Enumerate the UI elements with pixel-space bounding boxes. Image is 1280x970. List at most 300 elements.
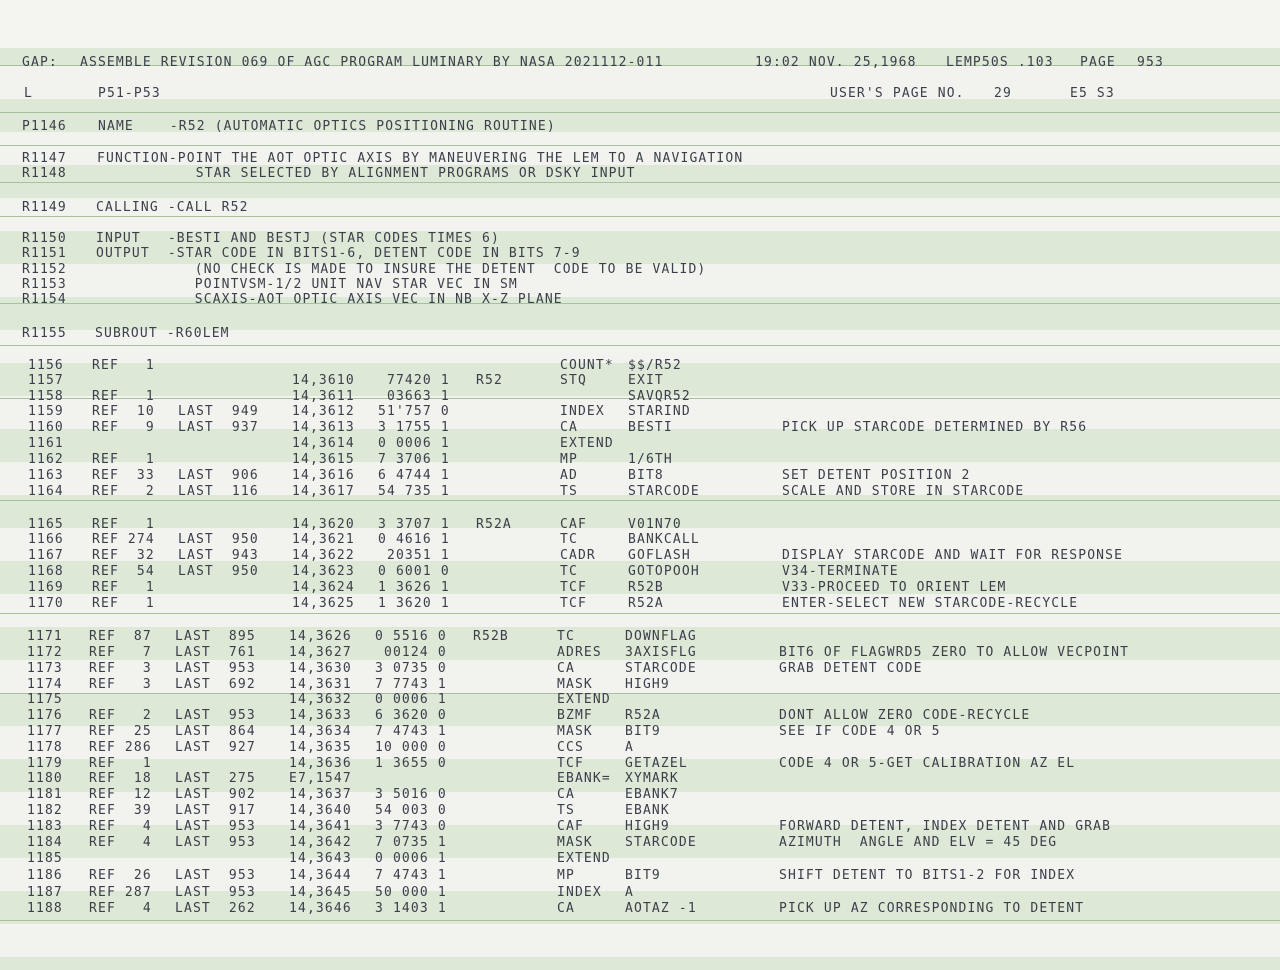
opcode: INDEX: [560, 404, 605, 419]
listing-row: [0, 468, 1280, 484]
octal-word: 0 0006 1: [378, 436, 450, 451]
operand: BIT8: [628, 468, 664, 483]
paper-rule-line: [0, 145, 1280, 146]
line-number: 1169: [28, 580, 64, 595]
comment-text: OUTPUT -STAR CODE IN BITS1-6, DETENT CODE IN BITS 7-9: [96, 246, 581, 261]
remark: AZIMUTH ANGLE AND ELV = 45 DEG: [779, 835, 1058, 850]
comment-line: [0, 292, 1280, 308]
operand: $$/R52: [628, 358, 682, 373]
ref-count: REF 1: [92, 358, 155, 373]
ref-count: REF 3: [89, 661, 152, 676]
opcode: STQ: [560, 373, 587, 388]
line-number: 1186: [27, 868, 63, 883]
line-number: 1157: [28, 373, 64, 388]
octal-word: 50 000 1: [375, 885, 447, 900]
opcode: TCF: [560, 596, 587, 611]
listing-row: [0, 645, 1280, 661]
address: 14,3635: [289, 740, 352, 755]
paper-rule-line: [0, 182, 1280, 183]
line-number: 1167: [28, 548, 64, 563]
line-number: 1177: [27, 724, 63, 739]
header-line-1: [0, 55, 1280, 71]
last-ref: LAST 116: [178, 484, 259, 499]
octal-word: 20351 1: [378, 548, 450, 563]
listing-row: [0, 629, 1280, 645]
address: 14,3644: [289, 868, 352, 883]
operand: GOTOPOOH: [628, 564, 700, 579]
operand: STARIND: [628, 404, 691, 419]
listing-row: [0, 851, 1280, 867]
ref-count: REF 1: [92, 517, 155, 532]
listing-row: [0, 373, 1280, 389]
address: E7,1547: [289, 771, 352, 786]
line-number: 1184: [27, 835, 63, 850]
octal-word: 51'757 0: [378, 404, 450, 419]
ref-count: REF 87: [89, 629, 152, 644]
remark: BIT6 OF FLAGWRD5 ZERO TO ALLOW VECPOINT: [779, 645, 1130, 660]
address: 14,3645: [289, 885, 352, 900]
octal-word: 0 6001 0: [378, 564, 450, 579]
line-number: 1179: [27, 756, 63, 771]
listing-row: [0, 661, 1280, 677]
paper-rule-line: [0, 345, 1280, 346]
ref-count: REF 25: [89, 724, 152, 739]
last-ref: LAST 953: [175, 661, 256, 676]
operand: R52B: [628, 580, 664, 595]
opcode: MASK: [557, 724, 593, 739]
address: 14,3632: [289, 692, 352, 707]
remark: PICK UP AZ CORRESPONDING TO DETENT: [779, 901, 1085, 916]
operand: R52A: [628, 596, 664, 611]
opcode: COUNT*: [560, 358, 614, 373]
last-ref: LAST 953: [175, 835, 256, 850]
comment-text: (NO CHECK IS MADE TO INSURE THE DETENT CODE TO BE VALID): [96, 262, 707, 277]
opcode: EBANK=: [557, 771, 611, 786]
opcode: CAF: [560, 517, 587, 532]
octal-word: 0 0006 1: [375, 692, 447, 707]
users-page-number: 29: [994, 86, 1012, 101]
timestamp: 19:02 NOV. 25,1968: [755, 55, 917, 70]
last-ref: LAST 937: [178, 420, 259, 435]
line-tag: R1154: [22, 292, 67, 307]
comment-text: FUNCTION-POINT THE AOT OPTIC AXIS BY MANEUVERING THE LEM TO A NAVIGATION: [97, 151, 744, 166]
ref-count: REF 1: [92, 596, 155, 611]
octal-word: 3 0735 0: [375, 661, 447, 676]
opcode: AD: [560, 468, 578, 483]
operand: R52A: [625, 708, 661, 723]
operand: BESTI: [628, 420, 673, 435]
remark: V33-PROCEED TO ORIENT LEM: [782, 580, 1007, 595]
comment-line: [0, 200, 1280, 216]
opcode: TC: [560, 532, 578, 547]
line-tag: R1152: [22, 262, 67, 277]
last-ref: LAST 761: [175, 645, 256, 660]
address: 14,3620: [292, 517, 355, 532]
address: 14,3641: [289, 819, 352, 834]
octal-word: 1 3626 1: [378, 580, 450, 595]
l-marker: L: [24, 86, 33, 101]
ref-count: REF 1: [92, 452, 155, 467]
operand: HIGH9: [625, 819, 670, 834]
opcode: TS: [557, 803, 575, 818]
octal-word: 7 7743 1: [375, 677, 447, 692]
listing-row: [0, 756, 1280, 772]
octal-word: 3 5016 0: [375, 787, 447, 802]
line-number: 1174: [27, 677, 63, 692]
remark: ENTER-SELECT NEW STARCODE-RECYCLE: [782, 596, 1079, 611]
operand: XYMARK: [625, 771, 679, 786]
listing-row: [0, 885, 1280, 901]
remark: SEE IF CODE 4 OR 5: [779, 724, 941, 739]
remark: GRAB DETENT CODE: [779, 661, 923, 676]
listing-row: [0, 452, 1280, 468]
octal-word: 03663 1: [378, 389, 450, 404]
comment-line: [0, 151, 1280, 167]
listing-row: [0, 420, 1280, 436]
octal-word: 00124 0: [375, 645, 447, 660]
line-number: 1187: [27, 885, 63, 900]
opcode: BZMF: [557, 708, 593, 723]
opcode: TC: [560, 564, 578, 579]
ref-count: REF 4: [89, 901, 152, 916]
remark: CODE 4 OR 5-GET CALIBRATION AZ EL: [779, 756, 1076, 771]
comment-text: STAR SELECTED BY ALIGNMENT PROGRAMS OR DSKY INPUT: [97, 166, 636, 181]
operand: AOTAZ -1: [625, 901, 697, 916]
ref-count: REF 54: [92, 564, 155, 579]
remark: SET DETENT POSITION 2: [782, 468, 971, 483]
paper-rule-line: [0, 920, 1280, 921]
listing-row: [0, 389, 1280, 405]
listing-row: [0, 548, 1280, 564]
operand: BANKCALL: [628, 532, 700, 547]
octal-word: 10 000 0: [375, 740, 447, 755]
line-number: 1171: [27, 629, 63, 644]
line-number: 1168: [28, 564, 64, 579]
octal-word: 7 4743 1: [375, 724, 447, 739]
address: 14,3631: [289, 677, 352, 692]
operand: 3AXISFLG: [625, 645, 697, 660]
comment-line: [0, 119, 1280, 135]
listing-row: [0, 677, 1280, 693]
ref-count: REF 1: [92, 389, 155, 404]
page-number: 953: [1137, 55, 1164, 70]
ref-count: REF 33: [92, 468, 155, 483]
address: 14,3642: [289, 835, 352, 850]
last-ref: LAST 902: [175, 787, 256, 802]
operand: GETAZEL: [625, 756, 688, 771]
operand: HIGH9: [625, 677, 670, 692]
assemble-text: ASSEMBLE REVISION 069 OF AGC PROGRAM LUMINARY BY NASA 2021112-011: [80, 55, 664, 70]
line-number: 1180: [27, 771, 63, 786]
octal-word: 6 3620 0: [375, 708, 447, 723]
last-ref: LAST 927: [175, 740, 256, 755]
listing-row: [0, 532, 1280, 548]
address: 14,3630: [289, 661, 352, 676]
comment-text: SUBROUT -R60LEM: [95, 326, 230, 341]
label: R52: [476, 373, 503, 388]
octal-word: 0 5516 0: [375, 629, 447, 644]
address: 14,3612: [292, 404, 355, 419]
remark: DISPLAY STARCODE AND WAIT FOR RESPONSE: [782, 548, 1124, 563]
header-line-2: [0, 86, 1280, 102]
line-number: 1176: [27, 708, 63, 723]
octal-word: 77420 1: [378, 373, 450, 388]
ref-count: REF 2: [89, 708, 152, 723]
ref-count: REF 287: [89, 885, 152, 900]
paper-rule-line: [0, 613, 1280, 614]
ref-count: REF 274: [92, 532, 155, 547]
ref-count: REF 32: [92, 548, 155, 563]
line-number: 1156: [28, 358, 64, 373]
line-number: 1185: [27, 851, 63, 866]
line-tag: R1149: [22, 200, 67, 215]
operand: EXIT: [628, 373, 664, 388]
line-number: 1178: [27, 740, 63, 755]
listing-row: [0, 436, 1280, 452]
ref-count: REF 1: [89, 756, 152, 771]
paper-rule-line: [0, 112, 1280, 113]
octal-word: 3 3707 1: [378, 517, 450, 532]
octal-word: 3 7743 0: [375, 819, 447, 834]
opcode: MASK: [557, 677, 593, 692]
ref-count: REF 286: [89, 740, 152, 755]
ref-count: REF 12: [89, 787, 152, 802]
address: 14,3626: [289, 629, 352, 644]
operand: 1/6TH: [628, 452, 673, 467]
opcode: EXTEND: [557, 692, 611, 707]
last-ref: LAST 906: [178, 468, 259, 483]
address: 14,3611: [292, 389, 355, 404]
line-number: 1170: [28, 596, 64, 611]
octal-word: 3 1403 1: [375, 901, 447, 916]
octal-word: 0 0006 1: [375, 851, 447, 866]
remark: PICK UP STARCODE DETERMINED BY R56: [782, 420, 1088, 435]
address: 14,3636: [289, 756, 352, 771]
users-page-label: USER'S PAGE NO.: [830, 86, 965, 101]
opcode: TCF: [557, 756, 584, 771]
octal-word: 7 3706 1: [378, 452, 450, 467]
ref-count: REF 1: [92, 580, 155, 595]
comment-line: [0, 277, 1280, 293]
ref-count: REF 10: [92, 404, 155, 419]
line-number: 1182: [27, 803, 63, 818]
address: 14,3643: [289, 851, 352, 866]
remark: SCALE AND STORE IN STARCODE: [782, 484, 1025, 499]
octal-word: 1 3620 1: [378, 596, 450, 611]
octal-word: 54 003 0: [375, 803, 447, 818]
line-number: 1164: [28, 484, 64, 499]
listing-row: [0, 580, 1280, 596]
listing-row: [0, 868, 1280, 884]
ref-count: REF 7: [89, 645, 152, 660]
comment-text: NAME -R52 (AUTOMATIC OPTICS POSITIONING ROUTINE): [98, 119, 556, 134]
last-ref: LAST 953: [175, 868, 256, 883]
last-ref: LAST 692: [175, 677, 256, 692]
comment-line: [0, 326, 1280, 342]
operand: GOFLASH: [628, 548, 691, 563]
line-number: 1159: [28, 404, 64, 419]
last-ref: LAST 917: [175, 803, 256, 818]
section-label: P51-P53: [98, 86, 161, 101]
program-id: LEMP50S .103: [946, 55, 1054, 70]
ref-count: REF 3: [89, 677, 152, 692]
comment-text: INPUT -BESTI AND BESTJ (STAR CODES TIMES 6): [96, 231, 500, 246]
comment-line: [0, 231, 1280, 247]
last-ref: LAST 953: [175, 708, 256, 723]
opcode: CADR: [560, 548, 596, 563]
page-label: PAGE: [1080, 55, 1116, 70]
ref-count: REF 9: [92, 420, 155, 435]
address: 14,3640: [289, 803, 352, 818]
last-ref: LAST 950: [178, 532, 259, 547]
operand: SAVQR52: [628, 389, 691, 404]
opcode: CA: [557, 901, 575, 916]
address: 14,3610: [292, 373, 355, 388]
address: 14,3624: [292, 580, 355, 595]
last-ref: LAST 953: [175, 819, 256, 834]
line-tag: R1148: [22, 166, 67, 181]
line-tag: P1146: [22, 119, 67, 134]
line-number: 1162: [28, 452, 64, 467]
last-ref: LAST 262: [175, 901, 256, 916]
listing-row: [0, 740, 1280, 756]
listing-row: [0, 787, 1280, 803]
ref-count: REF 26: [89, 868, 152, 883]
line-number: 1161: [28, 436, 64, 451]
ref-count: REF 2: [92, 484, 155, 499]
listing-row: [0, 564, 1280, 580]
paper-rule-line: [0, 500, 1280, 501]
line-tag: R1153: [22, 277, 67, 292]
line-tag: R1151: [22, 246, 67, 261]
opcode: EXTEND: [557, 851, 611, 866]
opcode: CAF: [557, 819, 584, 834]
remark: V34-TERMINATE: [782, 564, 899, 579]
address: 14,3622: [292, 548, 355, 563]
address: 14,3614: [292, 436, 355, 451]
listing-row: [0, 358, 1280, 374]
operand: STARCODE: [625, 661, 697, 676]
line-number: 1175: [27, 692, 63, 707]
address: 14,3646: [289, 901, 352, 916]
listing-row: [0, 771, 1280, 787]
line-number: 1183: [27, 819, 63, 834]
operand: EBANK: [625, 803, 670, 818]
opcode: CA: [560, 420, 578, 435]
opcode: TCF: [560, 580, 587, 595]
opcode: TS: [560, 484, 578, 499]
operand: V01N70: [628, 517, 682, 532]
line-number: 1163: [28, 468, 64, 483]
operand: DOWNFLAG: [625, 629, 697, 644]
line-tag: R1150: [22, 231, 67, 246]
listing-row: [0, 708, 1280, 724]
address: 14,3633: [289, 708, 352, 723]
address: 14,3627: [289, 645, 352, 660]
address: 14,3625: [292, 596, 355, 611]
label: R52B: [473, 629, 509, 644]
octal-word: 3 1755 1: [378, 420, 450, 435]
comment-line: [0, 246, 1280, 262]
address: 14,3615: [292, 452, 355, 467]
paper-rule-line: [0, 216, 1280, 217]
remark: SHIFT DETENT TO BITS1-2 FOR INDEX: [779, 868, 1076, 883]
last-ref: LAST 953: [175, 885, 256, 900]
opcode: ADRES: [557, 645, 602, 660]
operand: A: [625, 740, 634, 755]
operand: A: [625, 885, 634, 900]
comment-text: POINTVSM-1/2 UNIT NAV STAR VEC IN SM: [96, 277, 518, 292]
line-number: 1188: [27, 901, 63, 916]
address: 14,3623: [292, 564, 355, 579]
operand: STARCODE: [628, 484, 700, 499]
last-ref: LAST 275: [175, 771, 256, 786]
octal-word: 7 0735 1: [375, 835, 447, 850]
operand: BIT9: [625, 868, 661, 883]
address: 14,3613: [292, 420, 355, 435]
line-tag: R1155: [22, 326, 67, 341]
octal-word: 6 4744 1: [378, 468, 450, 483]
line-number: 1181: [27, 787, 63, 802]
ref-count: REF 4: [89, 819, 152, 834]
listing-row: [0, 803, 1280, 819]
operand: BIT9: [625, 724, 661, 739]
ref-count: REF 18: [89, 771, 152, 786]
octal-word: 1 3655 0: [375, 756, 447, 771]
last-ref: LAST 864: [175, 724, 256, 739]
comment-line: [0, 166, 1280, 182]
line-number: 1166: [28, 532, 64, 547]
last-ref: LAST 895: [175, 629, 256, 644]
opcode: MP: [560, 452, 578, 467]
listing-row: [0, 835, 1280, 851]
opcode: MASK: [557, 835, 593, 850]
opcode: TC: [557, 629, 575, 644]
page-code: E5 S3: [1070, 86, 1115, 101]
line-number: 1172: [27, 645, 63, 660]
operand: EBANK7: [625, 787, 679, 802]
line-number: 1173: [27, 661, 63, 676]
listing-row: [0, 484, 1280, 500]
label: R52A: [476, 517, 512, 532]
listing-row: [0, 692, 1280, 708]
comment-text: CALLING -CALL R52: [96, 200, 249, 215]
listing-row: [0, 901, 1280, 917]
octal-word: 0 4616 1: [378, 532, 450, 547]
address: 14,3616: [292, 468, 355, 483]
address: 14,3617: [292, 484, 355, 499]
operand: STARCODE: [625, 835, 697, 850]
address: 14,3637: [289, 787, 352, 802]
gap-label: GAP:: [22, 55, 58, 70]
octal-word: 54 735 1: [378, 484, 450, 499]
listing-row: [0, 404, 1280, 420]
last-ref: LAST 949: [178, 404, 259, 419]
ref-count: REF 4: [89, 835, 152, 850]
remark: FORWARD DETENT, INDEX DETENT AND GRAB: [779, 819, 1112, 834]
opcode: CCS: [557, 740, 584, 755]
line-number: 1158: [28, 389, 64, 404]
line-number: 1165: [28, 517, 64, 532]
ref-count: REF 39: [89, 803, 152, 818]
opcode: CA: [557, 787, 575, 802]
octal-word: 7 4743 1: [375, 868, 447, 883]
listing-row: [0, 596, 1280, 612]
comment-line: [0, 262, 1280, 278]
address: 14,3634: [289, 724, 352, 739]
line-number: 1160: [28, 420, 64, 435]
address: 14,3621: [292, 532, 355, 547]
